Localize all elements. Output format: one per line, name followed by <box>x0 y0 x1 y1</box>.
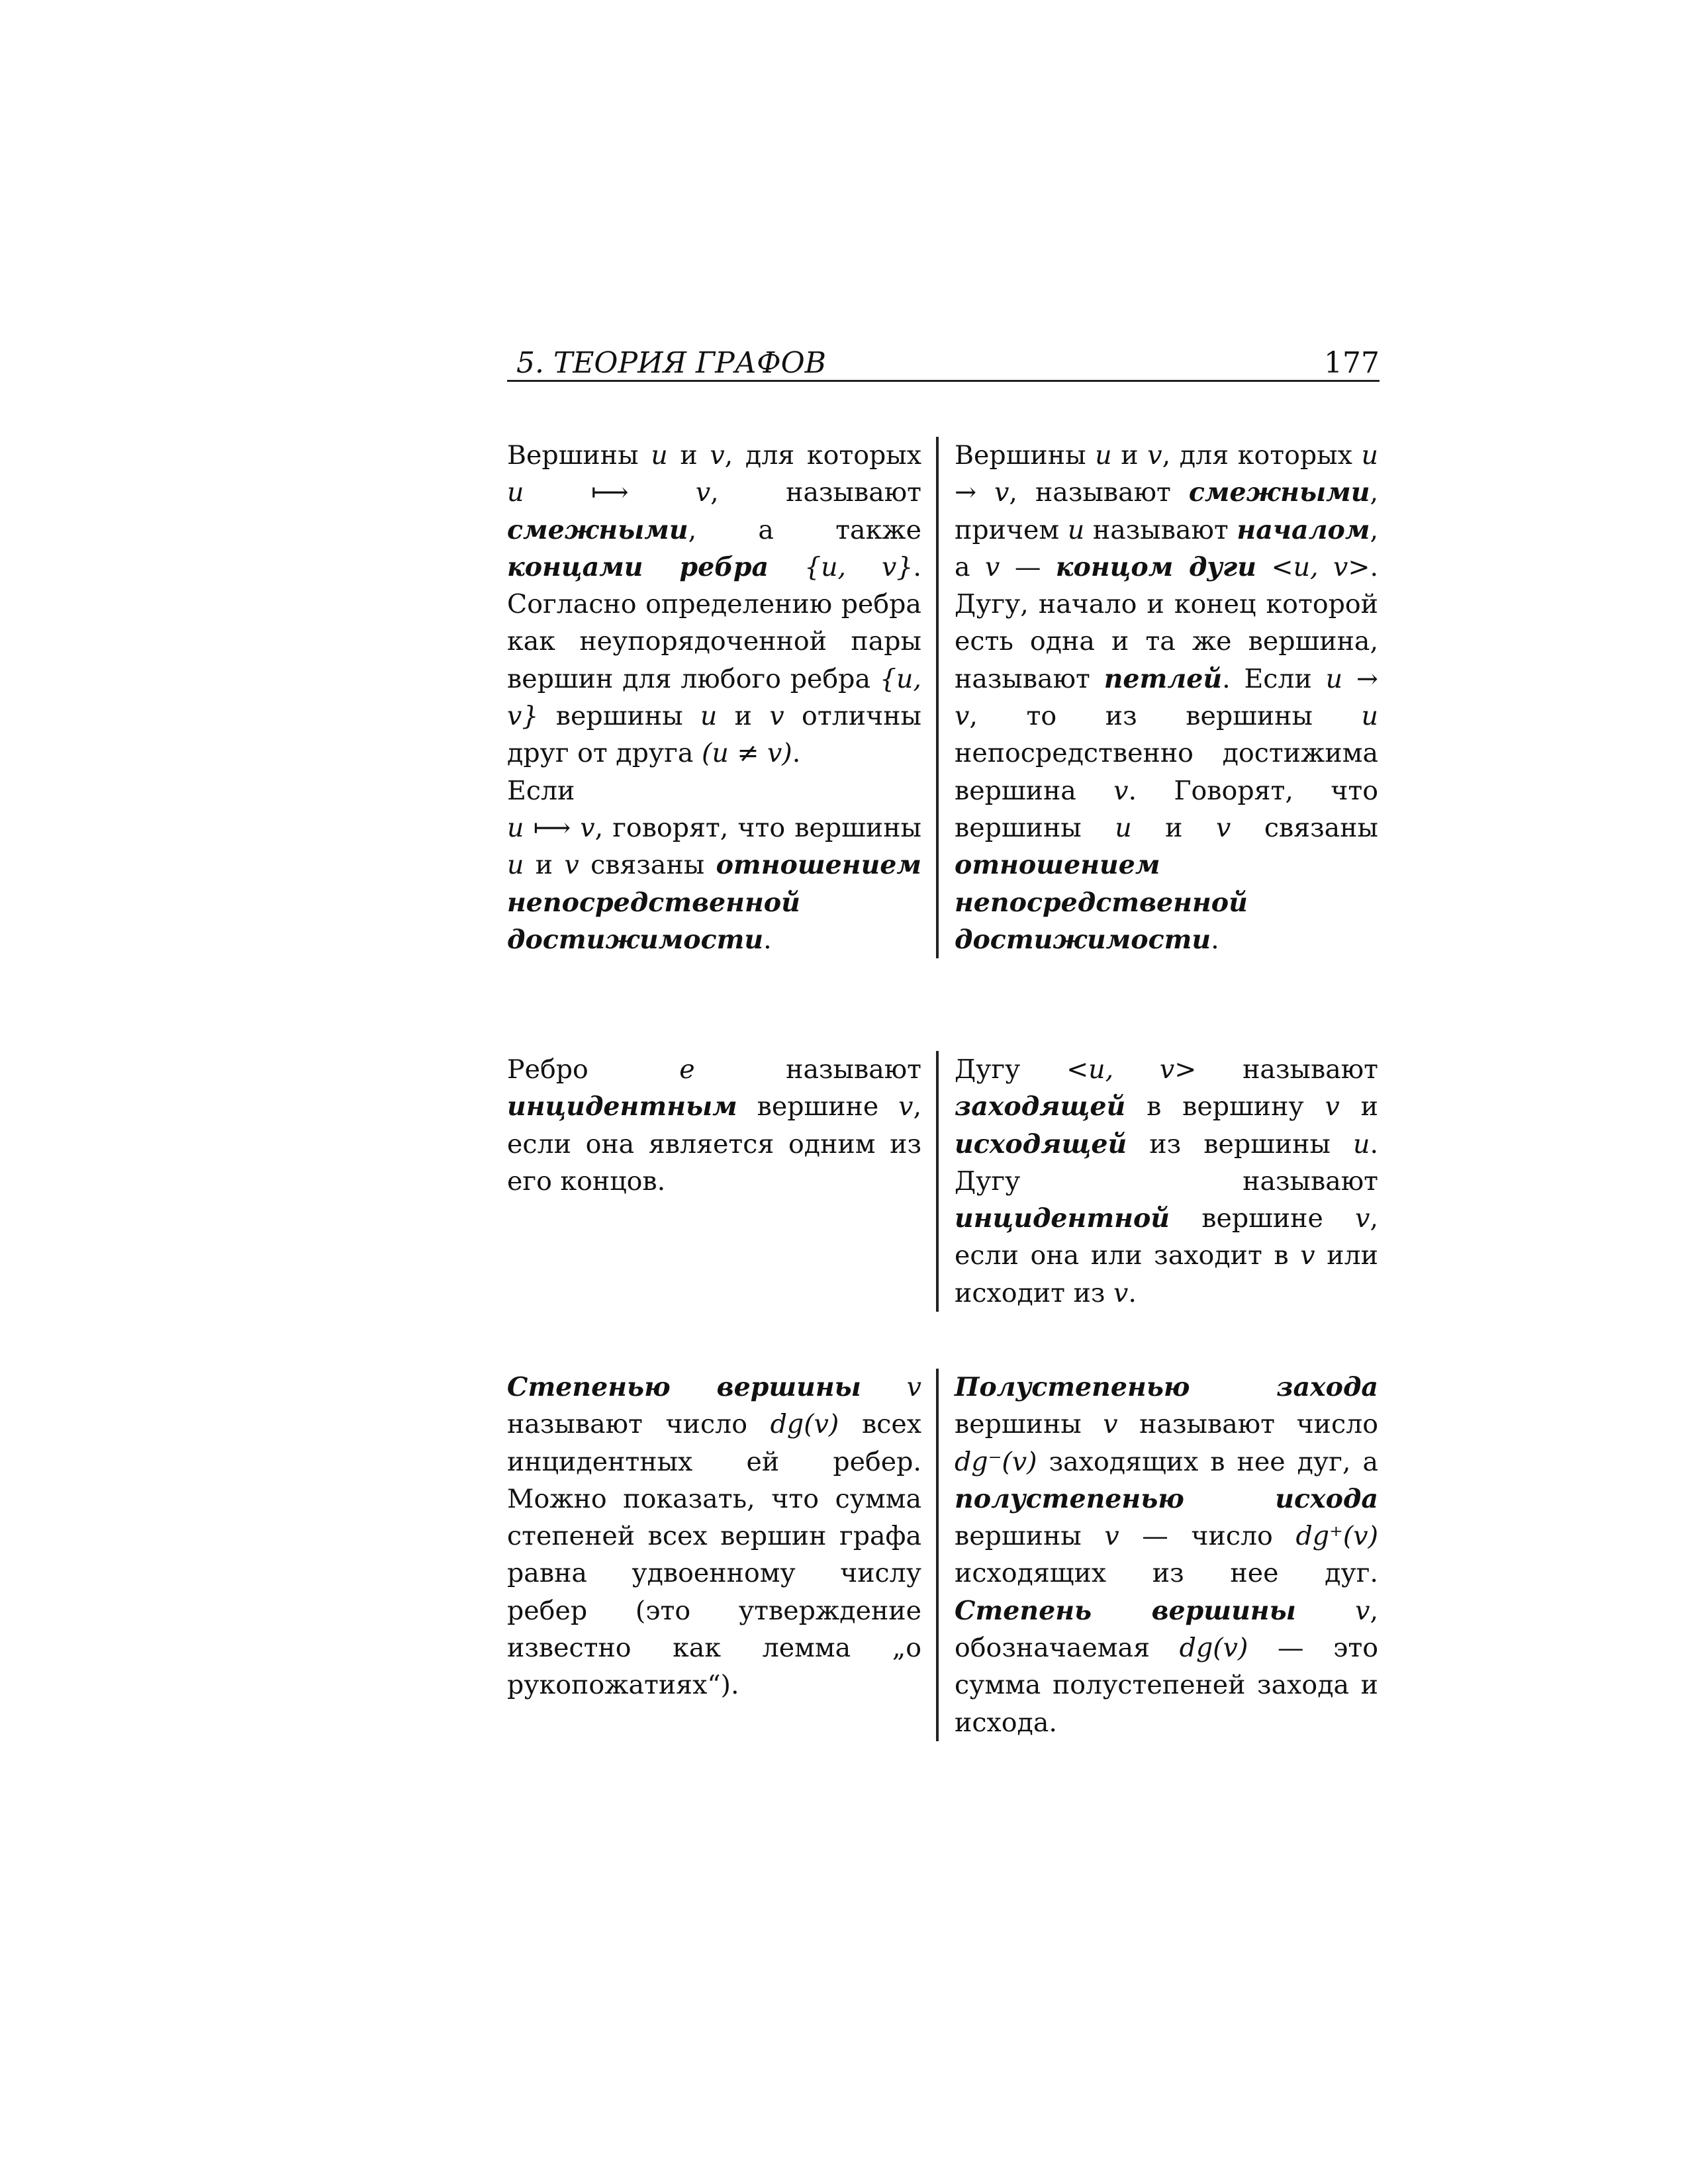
body-text: всех инцидентных ей ребер. Можно показать, что сумма степеней всех вершин графа равна удвоенному числу ребер (это утверждение известно как лемма „о рукопожатиях“). <box>507 1409 922 1701</box>
body-text: называют <box>1084 514 1237 545</box>
running-title: 5. ТЕОРИЯ ГРАФОВ <box>516 346 826 380</box>
defined-term: отношением непосредственной достижимости <box>507 850 921 955</box>
math-expression: u <box>1115 812 1132 843</box>
directed-column <box>936 1051 1378 1312</box>
directed-column <box>936 1369 1378 1741</box>
math-expression: (u ≠ v) <box>701 738 792 769</box>
body-text: связаны <box>1231 812 1378 843</box>
body-text: , называют <box>710 477 922 508</box>
math-expression: dg(v) <box>770 1409 839 1440</box>
math-expression: v <box>1300 1240 1315 1271</box>
math-expression: u <box>507 850 524 881</box>
math-expression: dg⁻(v) <box>955 1446 1037 1477</box>
math-expression: v <box>1355 1595 1370 1626</box>
defined-term: инцидентным <box>507 1091 737 1122</box>
defined-term: смежными <box>1188 477 1370 508</box>
math-expression: v <box>898 1091 914 1122</box>
body-text: заходящих в нее дуг, а <box>1037 1446 1378 1477</box>
math-expression: v <box>769 701 784 732</box>
body-text: . Говорят, что вершины <box>955 775 1378 843</box>
body-text: , говорят, что вершины <box>594 812 921 843</box>
math-expression: u ⟼ v <box>507 812 595 843</box>
body-text: , обозначаемая <box>955 1595 1378 1664</box>
math-expression: v <box>1355 1203 1370 1234</box>
body-text: отличны друг от друга <box>507 701 921 769</box>
body-text: вершины <box>955 1409 1103 1440</box>
math-expression: v <box>906 1372 921 1402</box>
math-expression: dg(v) <box>1179 1633 1248 1664</box>
body-text: непосредственно достижима вершина <box>955 738 1378 806</box>
math-expression: u ⟼ v <box>507 477 711 508</box>
body-text: . <box>1211 924 1219 955</box>
body-text: . Дугу, начало и конец которой есть одна и та же вершина, называют <box>955 551 1379 694</box>
defined-term: отношением непосредственной достижимости <box>955 850 1248 955</box>
math-expression: v <box>1113 775 1129 806</box>
math-expression: <u, v> <box>1066 1054 1197 1085</box>
body-text: называют <box>694 1054 921 1085</box>
body-text: , если она или заходит в <box>955 1203 1378 1271</box>
body-text: , причем <box>955 477 1379 545</box>
math-expression: {u, v} <box>507 663 921 732</box>
defined-term: исходящей <box>955 1128 1127 1160</box>
body-text: . Если <box>1222 663 1326 694</box>
running-header <box>507 343 1380 382</box>
body-text: из вершины <box>1127 1128 1353 1160</box>
math-expression: u → v <box>955 440 1378 508</box>
defined-term: концами ребра <box>507 551 769 582</box>
body-text: вершине <box>737 1091 899 1122</box>
undirected-column <box>507 1369 921 1704</box>
body-text: вершины <box>955 1521 1105 1552</box>
page-number: 177 <box>1324 346 1380 380</box>
math-expression: {u, v} <box>804 551 914 582</box>
body-text: и <box>1131 812 1217 843</box>
math-expression: u <box>1067 514 1085 545</box>
body-text: — <box>1000 551 1056 582</box>
body-text: и <box>1111 440 1148 471</box>
defined-term: заходящей <box>955 1091 1126 1122</box>
body-text: , а <box>955 514 1378 582</box>
body-text: и <box>667 440 710 471</box>
defined-term: петлей <box>1103 663 1223 694</box>
defined-term: смежными <box>507 514 688 545</box>
math-expression: v <box>564 850 579 881</box>
body-text: вершины <box>538 701 700 732</box>
defined-term: инцидентной <box>955 1203 1170 1234</box>
math-expression: v <box>1147 440 1162 471</box>
math-expression: e <box>679 1054 695 1085</box>
directed-column <box>936 437 1378 958</box>
body-text: — это сумма полустепеней захода и исхода. <box>955 1633 1378 1738</box>
math-expression: u <box>700 701 718 732</box>
math-expression: v <box>1104 1521 1119 1552</box>
body-text: или исходит из <box>955 1240 1378 1308</box>
body-text: связаны <box>579 850 716 881</box>
body-text: . Согласно определению ребра как неупорядоченной пары вершин для любого ребра <box>507 551 921 694</box>
body-text: Вершины <box>955 440 1096 471</box>
math-expression: v <box>1216 812 1231 843</box>
math-expression: v <box>1113 1277 1129 1308</box>
body-text: , называют <box>1009 477 1189 508</box>
body-text: — число <box>1119 1521 1296 1552</box>
defined-term: началом <box>1237 514 1370 545</box>
body-text: Дугу <box>955 1054 1067 1085</box>
body-text: Вершины <box>507 440 651 471</box>
body-text: и <box>1339 1091 1378 1122</box>
undirected-column <box>507 437 921 958</box>
defined-term: Степень вершины <box>955 1595 1296 1626</box>
math-expression: dg⁺(v) <box>1295 1521 1378 1552</box>
body-text: . <box>763 924 772 955</box>
body-text: . <box>1128 1277 1137 1308</box>
body-text: , для которых <box>1162 440 1362 471</box>
body-text <box>1296 1596 1355 1626</box>
math-expression: v <box>985 551 1000 582</box>
body-text: в вершину <box>1125 1091 1325 1122</box>
body-text: называют число <box>507 1409 771 1440</box>
math-expression: v <box>710 440 725 471</box>
body-text: , то из вершины <box>969 701 1362 732</box>
body-text <box>769 552 804 582</box>
defined-term: концом дуги <box>1055 551 1256 582</box>
body-text: . <box>792 738 801 769</box>
body-text: , а также <box>688 514 921 545</box>
math-expression: u <box>1361 701 1378 732</box>
defined-term: полустепенью исхода <box>955 1483 1378 1514</box>
body-text <box>1256 552 1271 582</box>
math-expression: u <box>1095 440 1112 471</box>
body-text: вершине <box>1170 1203 1356 1234</box>
body-text: называют число <box>1117 1409 1378 1440</box>
body-text: . Дугу называют <box>955 1128 1378 1197</box>
body-text: , для которых <box>724 440 921 471</box>
body-text: , если она является одним из его концов. <box>507 1091 921 1197</box>
defined-term: Степенью вершины <box>507 1372 861 1402</box>
body-text: Ребро <box>507 1054 680 1085</box>
body-text: и <box>524 850 565 881</box>
math-expression: u <box>1352 1128 1370 1160</box>
body-text: называют <box>1196 1054 1378 1085</box>
math-expression: v <box>1103 1409 1118 1440</box>
body-text <box>861 1372 907 1402</box>
math-expression: v <box>1325 1091 1340 1122</box>
math-expression: <u, v> <box>1271 551 1370 582</box>
line-break-text: Если <box>507 775 575 806</box>
math-expression: u → v <box>955 663 1378 732</box>
undirected-column <box>507 1051 921 1200</box>
body-text: исходящих из нее дуг. <box>955 1558 1378 1589</box>
defined-term: Полустепенью захода <box>955 1372 1378 1402</box>
math-expression: u <box>651 440 668 471</box>
body-text: и <box>717 701 770 732</box>
